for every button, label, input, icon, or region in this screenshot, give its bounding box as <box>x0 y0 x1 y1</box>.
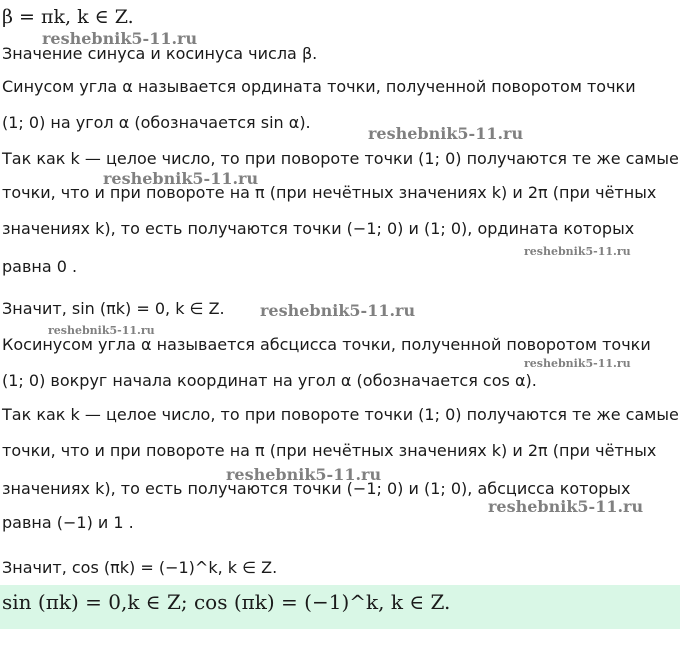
text-line-5: Так как k — целое число, то при повороте точки (1; 0) получаются те же самые <box>2 149 679 168</box>
text-line-14: значениях k), то есть получаются точки (−1; 0) и (1; 0), абсцисса которых <box>2 479 631 498</box>
text-line-9: Значит, sin (πk) = 0, k ∈ Z. <box>2 299 225 318</box>
text-line-12: Так как k — целое число, то при повороте точки (1; 0) получаются те же самые <box>2 405 679 424</box>
watermark: reshebnik5-11.ru <box>524 357 631 370</box>
watermark: reshebnik5-11.ru <box>260 301 416 320</box>
watermark: reshebnik5-11.ru <box>226 465 382 484</box>
text-line-11: (1; 0) вокруг начала координат на угол α (обозначается cos α). <box>2 371 537 390</box>
text-line-15: равна (−1) и 1 . <box>2 513 134 532</box>
watermark: reshebnik5-11.ru <box>488 497 644 516</box>
text-line-16: Значит, cos (πk) = (−1)^k, k ∈ Z. <box>2 558 278 577</box>
text-line-1: β = πk, k ∈ Z. <box>2 6 134 28</box>
watermark: reshebnik5-11.ru <box>524 245 631 258</box>
text-line-2: Значение синуса и косинуса числа β. <box>2 44 318 63</box>
watermark: reshebnik5-11.ru <box>42 29 198 48</box>
text-line-13: точки, что и при повороте на π (при нечётных значениях k) и 2π (при чётных <box>2 441 657 460</box>
text-line-8: равна 0 . <box>2 257 78 276</box>
watermark: reshebnik5-11.ru <box>103 169 259 188</box>
text-line-7: значениях k), то есть получаются точки (−1; 0) и (1; 0), ордината которых <box>2 219 635 238</box>
text-line-6: точки, что и при повороте на π (при нечётных значениях k) и 2π (при чётных <box>2 183 657 202</box>
text-line-10: Косинусом угла α называется абсцисса точки, полученной поворотом точки <box>2 335 651 354</box>
text-line-4: (1; 0) на угол α (обозначается sin α). <box>2 113 311 132</box>
answer-text: sin (πk) = 0,k ∈ Z; cos (πk) = (−1)^k, k ∈ Z. <box>2 590 451 614</box>
watermark: reshebnik5-11.ru <box>368 124 524 143</box>
text-line-3: Синусом угла α называется ордината точки, полученной поворотом точки <box>2 77 636 96</box>
watermark: reshebnik5-11.ru <box>48 324 155 337</box>
